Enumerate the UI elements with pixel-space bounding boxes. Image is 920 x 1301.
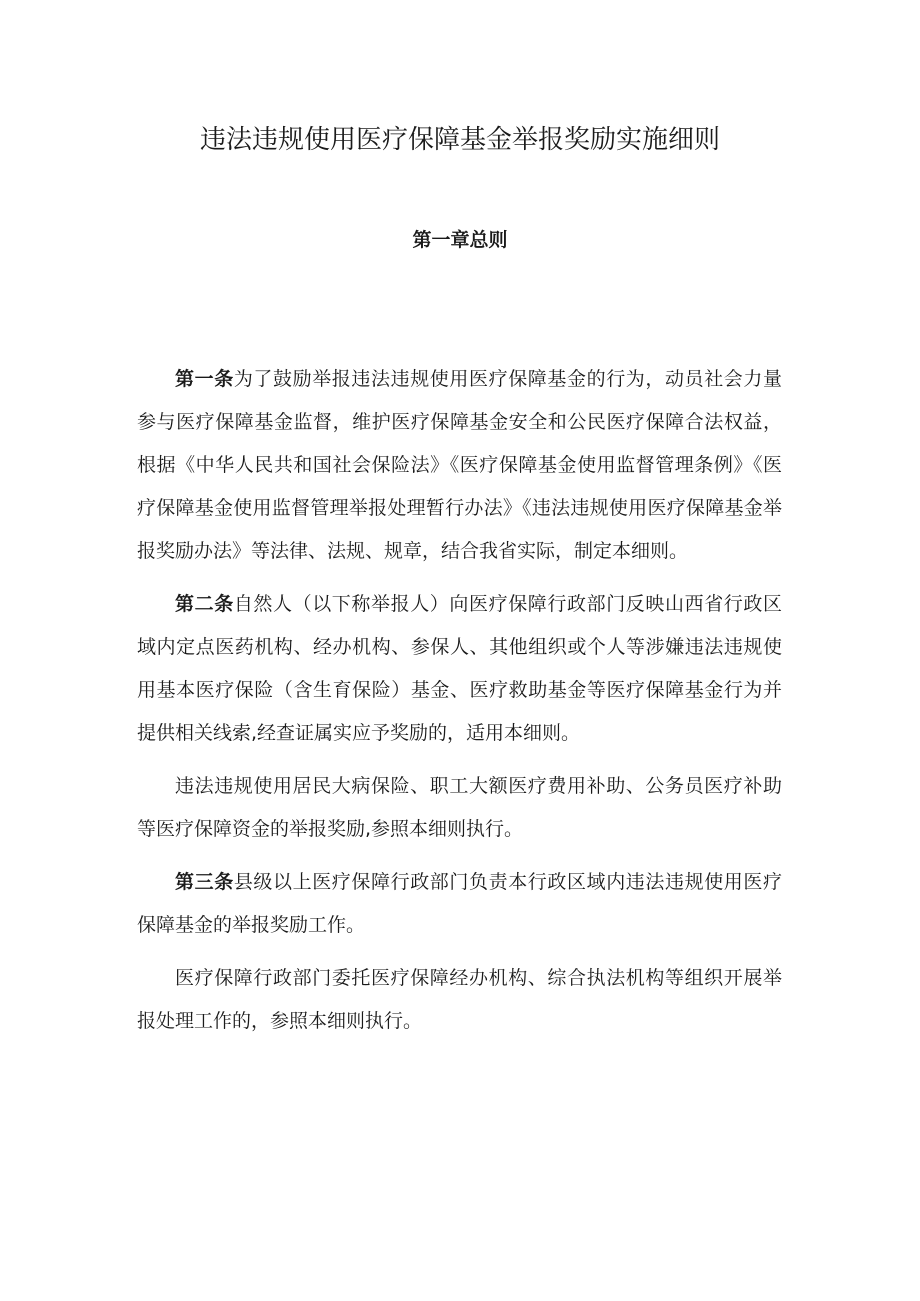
article-label: 第一条 — [175, 368, 234, 390]
article-3-paragraph — [137, 861, 782, 947]
article-3-subparagraph — [137, 957, 782, 1043]
article-text: 医疗保障行政部门委托医疗保障经办机构、综合执法机构等组织开展举报处理工作的，参照本细则执行。 — [137, 967, 782, 1032]
article-text: 自然人（以下称举报人）向医疗保障行政部门反映山西省行政区域内定点医药机构、经办机构、参保人、其他组织或个人等涉嫌违法违规使用基本医疗保险（含生育保险）基金、医疗救助基金等医疗保障基金行为并提供相关线索,经查证属实应予奖励的，适用本细则。 — [137, 593, 782, 744]
document-title: 违法违规使用医疗保障基金举报奖励实施细则 — [199, 125, 720, 155]
article-1-paragraph — [137, 358, 782, 573]
article-text: 县级以上医疗保障行政部门负责本行政区域内违法违规使用医疗保障基金的举报奖励工作。 — [137, 871, 782, 936]
article-label: 第二条 — [175, 593, 234, 615]
article-2-paragraph — [137, 583, 782, 755]
article-label: 第三条 — [175, 871, 234, 893]
document-body — [137, 358, 782, 1043]
article-text: 违法违规使用居民大病保险、职工大额医疗费用补助、公务员医疗补助等医疗保障资金的举报奖励,参照本细则执行。 — [137, 775, 782, 840]
article-2-subparagraph — [137, 765, 782, 851]
chapter-heading: 第一章总则 — [412, 229, 508, 251]
article-text: 为了鼓励举报违法违规使用医疗保障基金的行为，动员社会力量参与医疗保障基金监督，维护医疗保障基金安全和公民医疗保障合法权益，根据《中华人民共和国社会保险法》《医疗保障基金使用监督管理条例》《医疗保障基金使用监督管理举报处理暂行办法》《违法违规使用医疗保障基金举报奖励办法》等法律、法规、规章，结合我省实际，制定本细则。 — [137, 368, 782, 562]
